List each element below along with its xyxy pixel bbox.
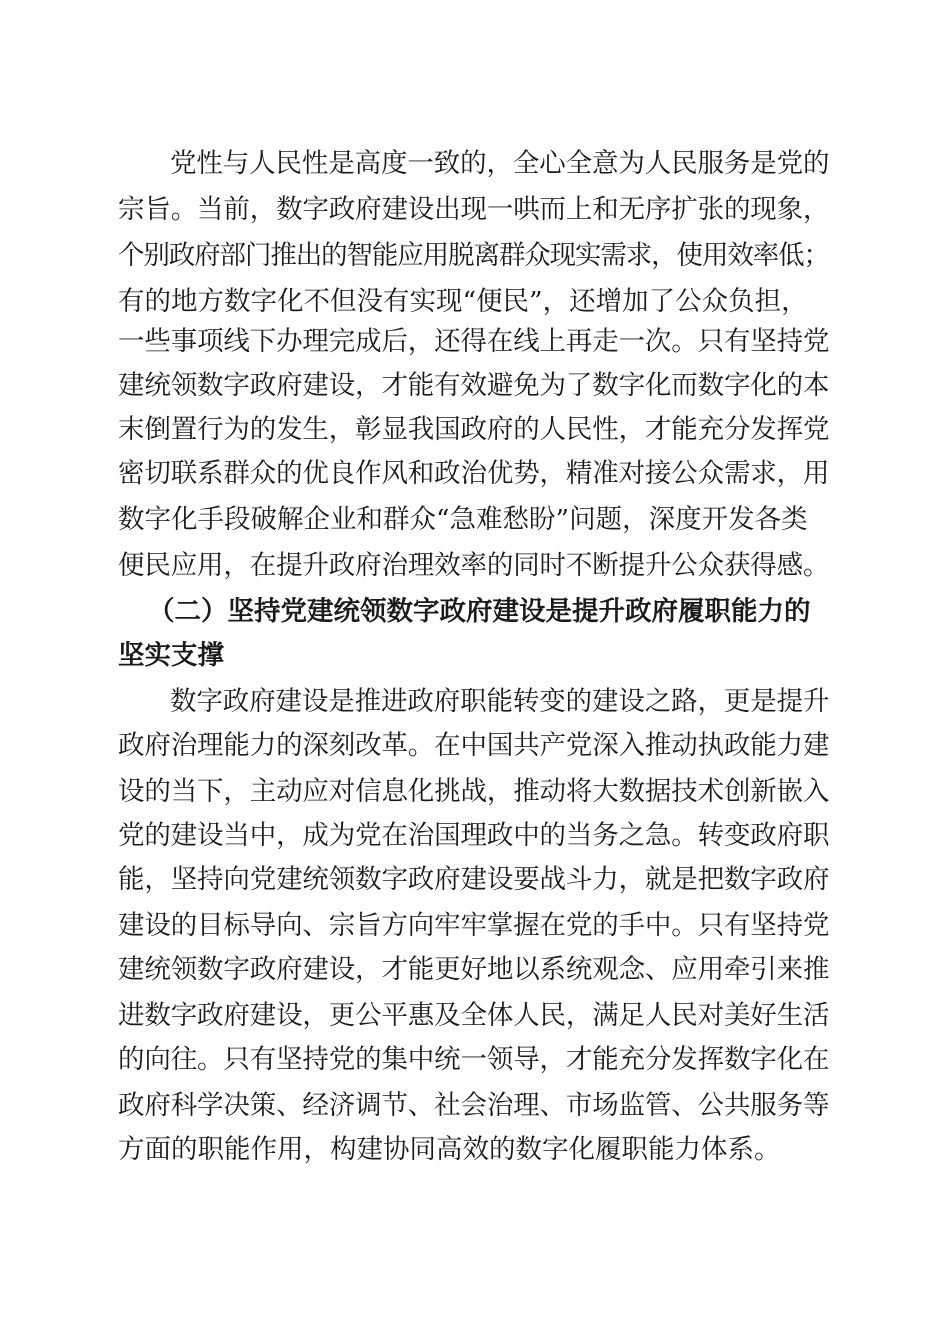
paragraph-2-line: 建设的目标导向、宗旨方向牢牢掌握在党的手中。只有坚持党: [118, 910, 830, 941]
paragraph-2-line: 方面的职能作用，构建协同高效的数字化履职能力体系。: [118, 1134, 781, 1165]
paragraph-2-line: 设的当下，主动应对信息化挑战，推动将大数据技术创新嵌入: [118, 776, 830, 807]
paragraph-1-line: 一些事项线下办理完成后，还得在线上再走一次。只有坚持党: [118, 326, 830, 357]
paragraph-1-line: 数字化手段破解企业和群众“急难愁盼”问题，深度开发各类: [118, 504, 808, 535]
paragraph-1-line: 党性与人民性是高度一致的，全心全意为人民服务是党的: [170, 148, 830, 179]
paragraph-2-line: 能，坚持向党建统领数字政府建设要战斗力，就是把数字政府: [118, 864, 830, 895]
paragraph-2-line: 政府治理能力的深刻改革。在中国共产党深入推动执政能力建: [118, 730, 830, 761]
paragraph-2-line: 建统领数字政府建设，才能更好地以系统观念、应用牵引来推: [118, 954, 830, 985]
paragraph-1-line: 个别政府部门推出的智能应用脱离群众现实需求，使用效率低；: [118, 240, 829, 271]
paragraph-2-line: 党的建设当中，成为党在治国理政中的当务之急。转变政府职: [118, 820, 830, 851]
paragraph-2-line: 政府科学决策、经济调节、社会治理、市场监管、公共服务等: [118, 1090, 830, 1121]
paragraph-2-line: 数字政府建设是推进政府职能转变的建设之路，更是提升: [170, 686, 830, 717]
paragraph-1-line: 有的地方数字化不但没有实现“便民”，还增加了公众负担，: [118, 286, 808, 317]
paragraph-2-line: 进数字政府建设，更公平惠及全体人民，满足人民对美好生活: [118, 1000, 830, 1031]
paragraph-1-line: 宗旨。当前，数字政府建设出现一哄而上和无序扩张的现象，: [118, 194, 830, 225]
section-heading: （二）坚持党建统领数字政府建设是提升政府履职能力的: [148, 596, 811, 627]
paragraph-1-line: 密切联系群众的优良作风和政治优势，精准对接公众需求，用: [118, 458, 830, 489]
paragraph-1-line: 建统领数字政府建设，才能有效避免为了数字化而数字化的本: [118, 370, 830, 401]
paragraph-1-line: 末倒置行为的发生，彰显我国政府的人民性，才能充分发挥党: [118, 414, 830, 445]
paragraph-1-line: 便民应用，在提升政府治理效率的同时不断提升公众获得感。: [118, 550, 830, 581]
paragraph-2-line: 的向往。只有坚持党的集中统一领导，才能充分发挥数字化在: [118, 1044, 830, 1075]
section-heading: 坚实支撑: [118, 640, 224, 671]
